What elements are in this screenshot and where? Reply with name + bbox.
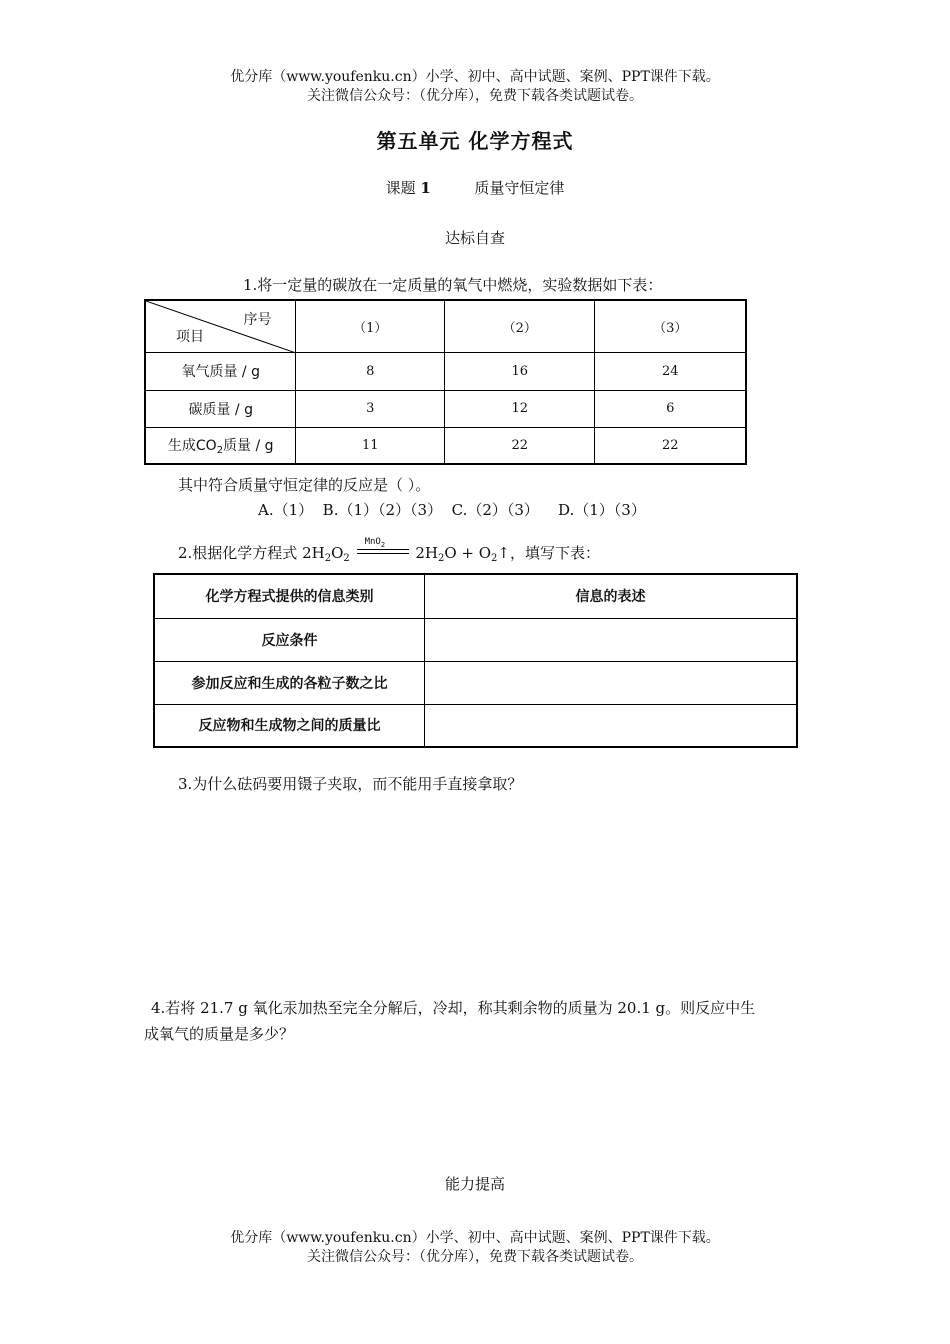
answer-cell[interactable] <box>425 704 798 747</box>
question-1-text: 1.将一定量的碳放在一定质量的氧气中燃烧，实验数据如下表： <box>243 276 663 294</box>
column-header: （2） <box>444 300 595 352</box>
table-cell: 11 <box>296 427 445 464</box>
catalyst-label: MnO$_2$ <box>364 537 386 549</box>
corner-bottom-label: 项目 <box>176 328 204 345</box>
answer-cell[interactable] <box>425 661 798 704</box>
table-row <box>154 704 797 747</box>
column-header: 化学方程式提供的信息类别 <box>154 574 425 618</box>
footer-line-1: 优分库（www.youfenku.cn）小学、初中、高中试题、案例、PPT课件下载。 <box>230 1230 720 1246</box>
answer-cell[interactable] <box>425 618 798 661</box>
lesson-label: 课题 <box>385 179 416 197</box>
table-cell: 3 <box>296 390 445 427</box>
table-cell: 22 <box>595 427 746 464</box>
row-label: 氧气质量 / g <box>145 352 296 390</box>
section-heading-self-check: 达标自查 <box>444 229 505 247</box>
question-2-text: 2.根据化学方程式 $2H_2O_2$ MnO$_2$ $2H_2O$ + $O_2↑$，填写下表： <box>178 539 600 573</box>
row-label: 碳质量 / g <box>145 390 296 427</box>
table-cell: 16 <box>444 352 595 390</box>
table-row <box>154 661 797 704</box>
table-cell: 24 <box>595 352 746 390</box>
table-row <box>145 352 746 390</box>
question-4-line-1: 4.若将 21.7 g 氧化汞加热至完全分解后，冷却，称其剩余物的质量为 20.1 g。则反应中生 <box>151 999 756 1017</box>
table-cell: 12 <box>444 390 595 427</box>
lesson-name: 质量守恒定律 <box>474 179 565 197</box>
table-row <box>145 427 746 464</box>
equation-info-table <box>153 573 798 748</box>
question-4-line-2: 成氧气的质量是多少？ <box>144 1025 295 1043</box>
experiment-data-table <box>144 299 747 465</box>
column-header: 信息的表述 <box>425 574 798 618</box>
lesson-title <box>0 177 950 198</box>
lesson-number: 1 <box>420 179 431 197</box>
footer-line-2: 关注微信公众号：（优分库），免费下载各类试题试卷。 <box>307 1249 643 1265</box>
question-1-options: A.（1） B.（1）（2）（3） C.（2）（3） D.（1）（3） <box>258 501 646 519</box>
corner-top-label: 序号 <box>243 312 272 328</box>
table-cell: 22 <box>444 427 595 464</box>
header-line-1: 优分库（www.youfenku.cn）小学、初中、高中试题、案例、PPT课件下载。 <box>230 69 720 85</box>
row-label: 反应条件 <box>154 618 425 661</box>
row-label: 参加反应和生成的各粒子数之比 <box>154 661 425 704</box>
question-3-text: 3.为什么砝码要用镊子夹取，而不能用手直接拿取？ <box>178 775 523 793</box>
reaction-arrow <box>355 537 411 564</box>
unit-title: 第五单元 化学方程式 <box>376 129 574 153</box>
table-row <box>145 390 746 427</box>
column-header: （1） <box>296 300 445 352</box>
row-label: 反应物和生成物之间的质量比 <box>154 704 425 747</box>
diagonal-line <box>146 301 296 353</box>
header-line-2: 关注微信公众号：（优分库），免费下载各类试题试卷。 <box>307 88 643 104</box>
section-heading-advanced: 能力提高 <box>444 1175 505 1193</box>
row-label: 生成$CO_2$质量 / g <box>145 427 296 464</box>
question-1-prompt: 其中符合质量守恒定律的反应是（ ）。 <box>178 476 431 494</box>
table-row <box>154 618 797 661</box>
table-cell: 8 <box>296 352 445 390</box>
column-header: （3） <box>595 300 746 352</box>
table-cell: 6 <box>595 390 746 427</box>
table-corner-cell <box>145 300 296 352</box>
